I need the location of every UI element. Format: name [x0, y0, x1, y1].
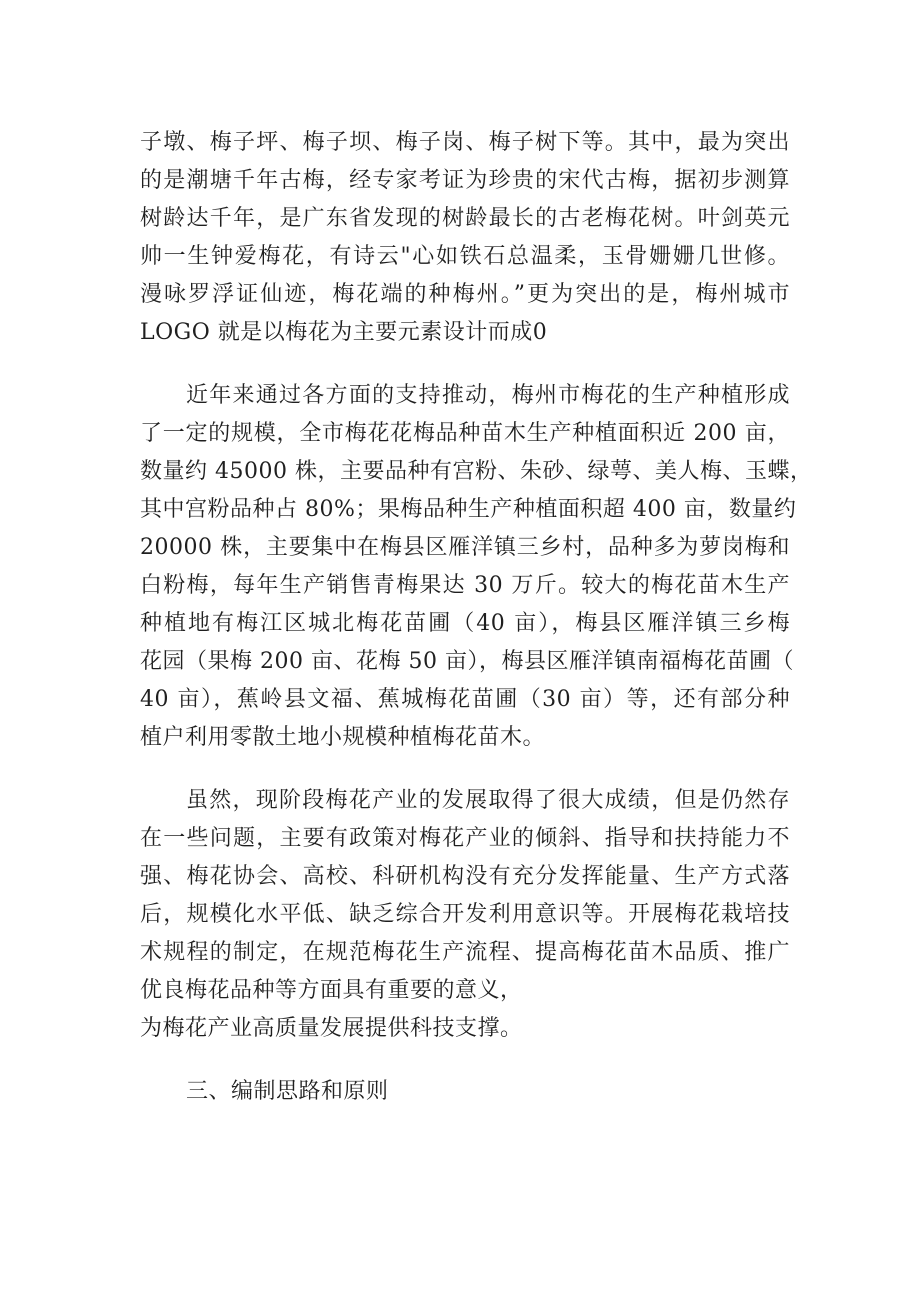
- text-line: 数量约 45000 株，主要品种有宫粉、朱砂、绿萼、美人梅、玉蝶，: [140, 459, 813, 484]
- text-line: 子墩、梅子坪、梅子坝、梅子岗、梅子树下等。其中，最为突出: [140, 130, 790, 155]
- text-line: 帅一生钟爱梅花，有诗云"心如铁石总温柔，玉骨姗姗几世修。: [140, 244, 790, 269]
- text-line: 20000 株，主要集中在梅县区雁洋镇三乡村，品种多为萝岗梅和: [140, 535, 790, 560]
- text-line: 了一定的规模，全市梅花花梅品种苗木生产种植面积近 200 亩，: [140, 421, 790, 446]
- text-line: 的是潮塘千年古梅，经专家考证为珍贵的宋代古梅，据初步测算: [140, 168, 790, 193]
- text-line: 40 亩），蕉岭县文福、蕉城梅花苗圃（30 亩）等，还有部分种: [140, 687, 790, 712]
- text-line: 漫咏罗浮证仙迹，梅花端的种梅州。”更为突出的是，梅州城市: [140, 282, 790, 307]
- text-line: 强、梅花协会、高校、科研机构没有充分发挥能量、生产方式落: [140, 864, 790, 889]
- text-line: 白粉梅，每年生产销售青梅果达 30 万斤。较大的梅花苗木生产: [140, 573, 790, 598]
- text-line: 花园（果梅 200 亩、花梅 50 亩），梅县区雁洋镇南福梅花苗圃（: [140, 649, 794, 674]
- text-line: 优良梅花品种等方面具有重要的意义，: [140, 978, 523, 1003]
- text-line: 在一些问题，主要有政策对梅花产业的倾斜、指导和扶持能力不: [140, 826, 790, 851]
- text-line: LOGO 就是以梅花为主要元素设计而成0: [140, 320, 548, 345]
- text-line: 其中宫粉品种占 80%；果梅品种生产种植面积超 400 亩，数量约: [140, 497, 797, 522]
- text-line: 种植地有梅江区城北梅花苗圃（40 亩），梅县区雁洋镇三乡梅: [140, 611, 790, 636]
- text-line: 植户利用零散土地小规模种植梅花苗木。: [140, 725, 546, 750]
- text-line: 后，规模化水平低、缺乏综合开发利用意识等。开展梅花栽培技: [140, 902, 790, 927]
- text-line: 虽然，现阶段梅花产业的发展取得了很大成绩，但是仍然存: [186, 788, 790, 813]
- text-line: 为梅花产业高质量发展提供科技支撑。: [140, 1016, 523, 1041]
- text-line: 树龄达千年，是广东省发现的树龄最长的古老梅花树。叶剑英元: [140, 206, 790, 231]
- text-line: 术规程的制定，在规范梅花生产流程、提高梅花苗木品质、推广: [140, 940, 790, 965]
- section-heading: 三、编制思路和原则: [186, 1079, 389, 1104]
- text-line: 近年来通过各方面的支持推动，梅州市梅花的生产种植形成: [186, 383, 790, 408]
